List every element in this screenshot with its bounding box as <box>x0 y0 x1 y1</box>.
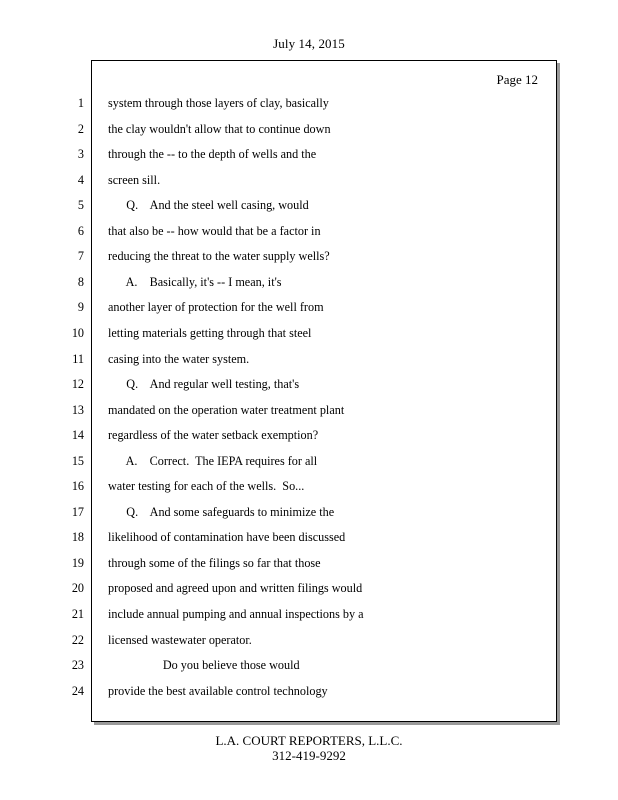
transcript-line <box>0 323 618 343</box>
transcript-line <box>0 451 618 471</box>
line-number: 20 <box>71 581 84 595</box>
line-text: A. Basically, it's -- I mean, it's <box>108 275 282 289</box>
line-number: 22 <box>71 633 84 647</box>
transcript-line <box>0 553 618 573</box>
footer <box>0 733 618 763</box>
transcript-line <box>0 502 618 522</box>
line-text: Do you believe those would <box>108 658 300 672</box>
line-number: 16 <box>71 479 84 493</box>
line-text: Q. And regular well testing, that's <box>108 377 300 391</box>
line-number: 21 <box>71 607 84 621</box>
line-number: 23 <box>71 658 84 672</box>
transcript-line <box>0 527 618 547</box>
line-number: 15 <box>71 454 84 468</box>
transcript-line <box>0 221 618 241</box>
line-number: 2 <box>77 122 84 136</box>
line-number: 12 <box>71 377 84 391</box>
transcript-line <box>0 655 618 675</box>
transcript-line <box>0 93 618 113</box>
transcript-line <box>0 604 618 624</box>
line-text: that also be -- how would that be a factor in <box>108 224 321 238</box>
line-text: proposed and agreed upon and written filings would <box>108 581 363 595</box>
line-number: 9 <box>77 300 84 314</box>
transcript-line <box>0 476 618 496</box>
line-text: provide the best available control technology <box>108 684 328 698</box>
transcript-line <box>0 374 618 394</box>
line-number: 18 <box>71 530 84 544</box>
line-text: another layer of protection for the well from <box>108 300 324 314</box>
transcript-line <box>0 272 618 292</box>
line-text: through the -- to the depth of wells and the <box>108 147 317 161</box>
line-text: A. Correct. The IEPA requires for all <box>108 454 318 468</box>
line-text: screen sill. <box>108 173 161 187</box>
transcript-line <box>0 195 618 215</box>
line-number: 10 <box>71 326 84 340</box>
line-number: 6 <box>77 224 84 238</box>
line-text: include annual pumping and annual inspections by a <box>108 607 364 621</box>
transcript-line <box>0 119 618 139</box>
line-text: water testing for each of the wells. So... <box>108 479 305 493</box>
line-number: 7 <box>77 249 84 263</box>
transcript-line <box>0 349 618 369</box>
line-number: 13 <box>71 403 84 417</box>
line-number: 14 <box>71 428 84 442</box>
footer-company: L.A. COURT REPORTERS, L.L.C. <box>215 733 403 748</box>
line-number: 11 <box>72 352 84 366</box>
header-date: July 14, 2015 <box>273 36 345 51</box>
footer-phone: 312-419-9292 <box>272 748 346 763</box>
line-number: 8 <box>77 275 84 289</box>
line-number: 24 <box>71 684 84 698</box>
line-number: 17 <box>71 505 84 519</box>
line-text: Q. And some safeguards to minimize the <box>108 505 335 519</box>
transcript-line <box>0 630 618 650</box>
transcript-line <box>0 425 618 445</box>
line-text: letting materials getting through that steel <box>108 326 312 340</box>
line-text: reducing the threat to the water supply wells? <box>108 249 330 263</box>
transcript-line <box>0 578 618 598</box>
line-number: 19 <box>71 556 84 570</box>
line-text: casing into the water system. <box>108 352 250 366</box>
line-number: 1 <box>77 96 84 110</box>
transcript-line <box>0 681 618 701</box>
line-text: through some of the filings so far that those <box>108 556 321 570</box>
line-text: the clay wouldn't allow that to continue down <box>108 122 331 136</box>
line-number: 5 <box>77 198 84 212</box>
line-text: likelihood of contamination have been discussed <box>108 530 346 544</box>
line-text: Q. And the steel well casing, would <box>108 198 309 212</box>
line-text: regardless of the water setback exemption? <box>108 428 319 442</box>
transcript-line <box>0 400 618 420</box>
transcript-line <box>0 246 618 266</box>
transcript-line <box>0 297 618 317</box>
line-text: licensed wastewater operator. <box>108 633 252 647</box>
transcript-line <box>0 170 618 190</box>
page-number: Page 12 <box>496 72 538 87</box>
transcript-line <box>0 144 618 164</box>
line-text: mandated on the operation water treatment plant <box>108 403 345 417</box>
line-number: 3 <box>77 147 84 161</box>
line-number: 4 <box>77 173 84 187</box>
line-text: system through those layers of clay, basically <box>108 96 329 110</box>
